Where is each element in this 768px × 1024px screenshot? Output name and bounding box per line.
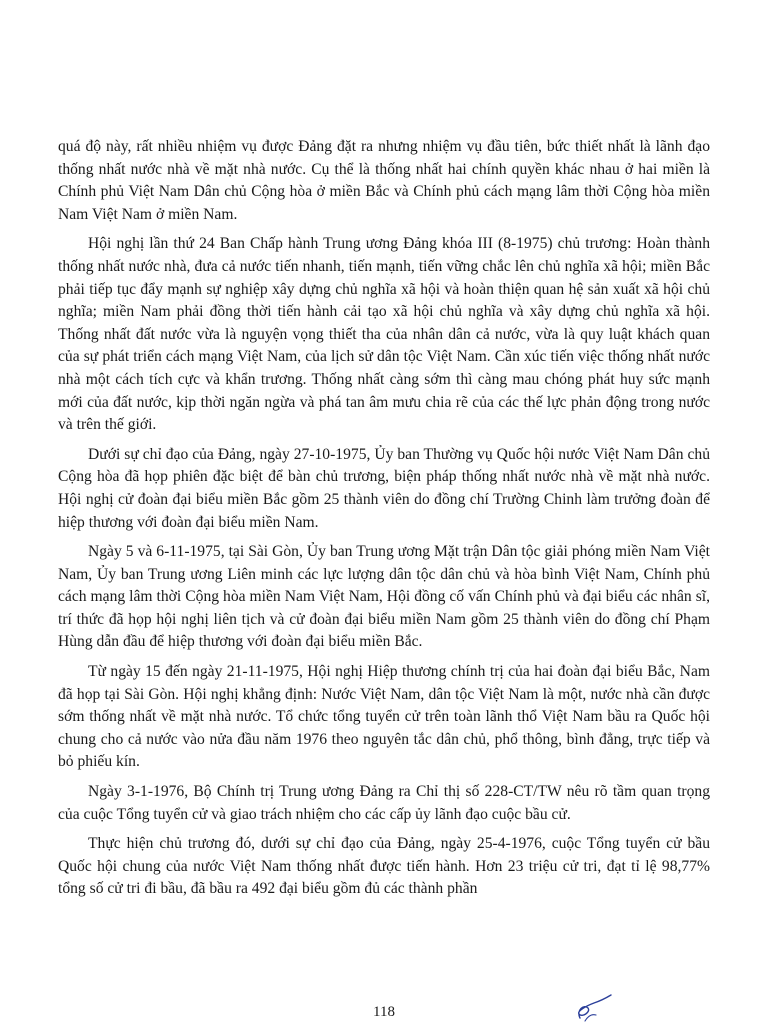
paragraph-politburo-directive: Ngày 3-1-1976, Bộ Chính trị Trung ương Đảng ra Chỉ thị số 228-CT/TW nêu rõ tầm quan trọng của cuộc Tổng tuyển cử và giao trách nhiệm cho các cấp ủy lãnh đạo cuộc bầu cử. [58, 783, 710, 823]
paragraph-general-election: Thực hiện chủ trương đó, dưới sự chỉ đạo của Đảng, ngày 25-4-1976, cuộc Tổng tuyển cử bầu Quốc hội chung của nước Việt Nam thống nhất được tiến hành. Hơn 23 triệu cử tri, đạt tỉ lệ 98,77% tổng số cử tri đi bầu, đã bầu ra 492 đại biểu gồm đủ các thành phần [58, 835, 710, 898]
handwritten-signature-mark [566, 994, 614, 1024]
paragraph-central-committee-resolution: Hội nghị lần thứ 24 Ban Chấp hành Trung ương Đảng khóa III (8-1975) chủ trương: Hoàn thành thống nhất nước nhà, đưa cả nước tiến nhanh, tiến mạnh, tiến vững chắc lên chủ nghĩa xã hội; miền Bắc phải tiếp tục đẩy mạnh sự nghiệp xây dựng chủ nghĩa xã hội và hoàn thiện quan hệ sản xuất xã hội chủ nghĩa; miền Nam phải đồng thời tiến hành cải tạo xã hội chủ nghĩa và xây dựng chủ nghĩa xã hội. Thống nhất đất nước vừa là nguyện vọng thiết tha của nhân dân cả nước, vừa là quy luật khách quan của sự phát triển cách mạng Việt Nam, của lịch sử dân tộc Việt Nam. Cần xúc tiến việc thống nhất nước nhà một cách tích cực và khẩn trương. Thống nhất càng sớm thì càng mau chóng phát huy sức mạnh mới của đất nước, kịp thời ngăn ngừa và phá tan âm mưu chia rẽ của các thế lực phản động trong nước và trên thế giới. [58, 235, 710, 434]
paragraph-continuation: quá độ này, rất nhiều nhiệm vụ được Đảng đặt ra nhưng nhiệm vụ đầu tiên, bức thiết nhất là lãnh đạo thống nhất nước nhà về mặt nhà nước. Cụ thể là thống nhất hai chính quyền khác nhau ở hai miền là Chính phủ Việt Nam Dân chủ Cộng hòa ở miền Bắc và Chính phủ cách mạng lâm thời Cộng hòa miền Nam Việt Nam ở miền Nam. [58, 138, 710, 223]
body-text [58, 136, 710, 908]
paragraph-national-assembly-standing-committee: Dưới sự chỉ đạo của Đảng, ngày 27-10-1975, Ủy ban Thường vụ Quốc hội nước Việt Nam Dân chủ Cộng hòa đã họp phiên đặc biệt để bàn chủ trương, biện pháp thống nhất nước nhà về mặt nhà nước. Hội nghị cử đoàn đại biểu miền Bắc gồm 25 thành viên do đồng chí Trường Chinh làm trưởng đoàn để hiệp thương với đoàn đại biểu miền Nam. [58, 445, 710, 531]
paragraph-consultative-conference: Từ ngày 15 đến ngày 21-11-1975, Hội nghị Hiệp thương chính trị của hai đoàn đại biểu Bắc, Nam đã họp tại Sài Gòn. Hội nghị khẳng định: Nước Việt Nam, dân tộc Việt Nam là một, nước nhà cần được sớm thống nhất về mặt nhà nước. Tổ chức tổng tuyển cử trên toàn lãnh thổ Việt Nam bầu ra Quốc hội chung cho cả nước vào nửa đầu năm 1976 theo nguyên tắc dân chủ, phổ thông, bình đẳng, trực tiếp và bỏ phiếu kín. [58, 663, 710, 771]
paragraph-southern-delegation: Ngày 5 và 6-11-1975, tại Sài Gòn, Ủy ban Trung ương Mặt trận Dân tộc giải phóng miền Nam Việt Nam, Ủy ban Trung ương Liên minh các lực lượng dân tộc dân chủ và hòa bình Việt Nam, Chính phủ cách mạng lâm thời Cộng hòa miền Nam Việt Nam, Hội đồng cố vấn Chính phủ và đại biểu các nhân sĩ, trí thức đã họp hội nghị liên tịch và cử đoàn đại biểu miền Nam gồm 25 thành viên do đồng chí Phạm Hùng dẫn đầu để hiệp thương với đoàn đại biểu miền Bắc. [58, 543, 710, 651]
page-number: 118 [373, 1004, 395, 1020]
